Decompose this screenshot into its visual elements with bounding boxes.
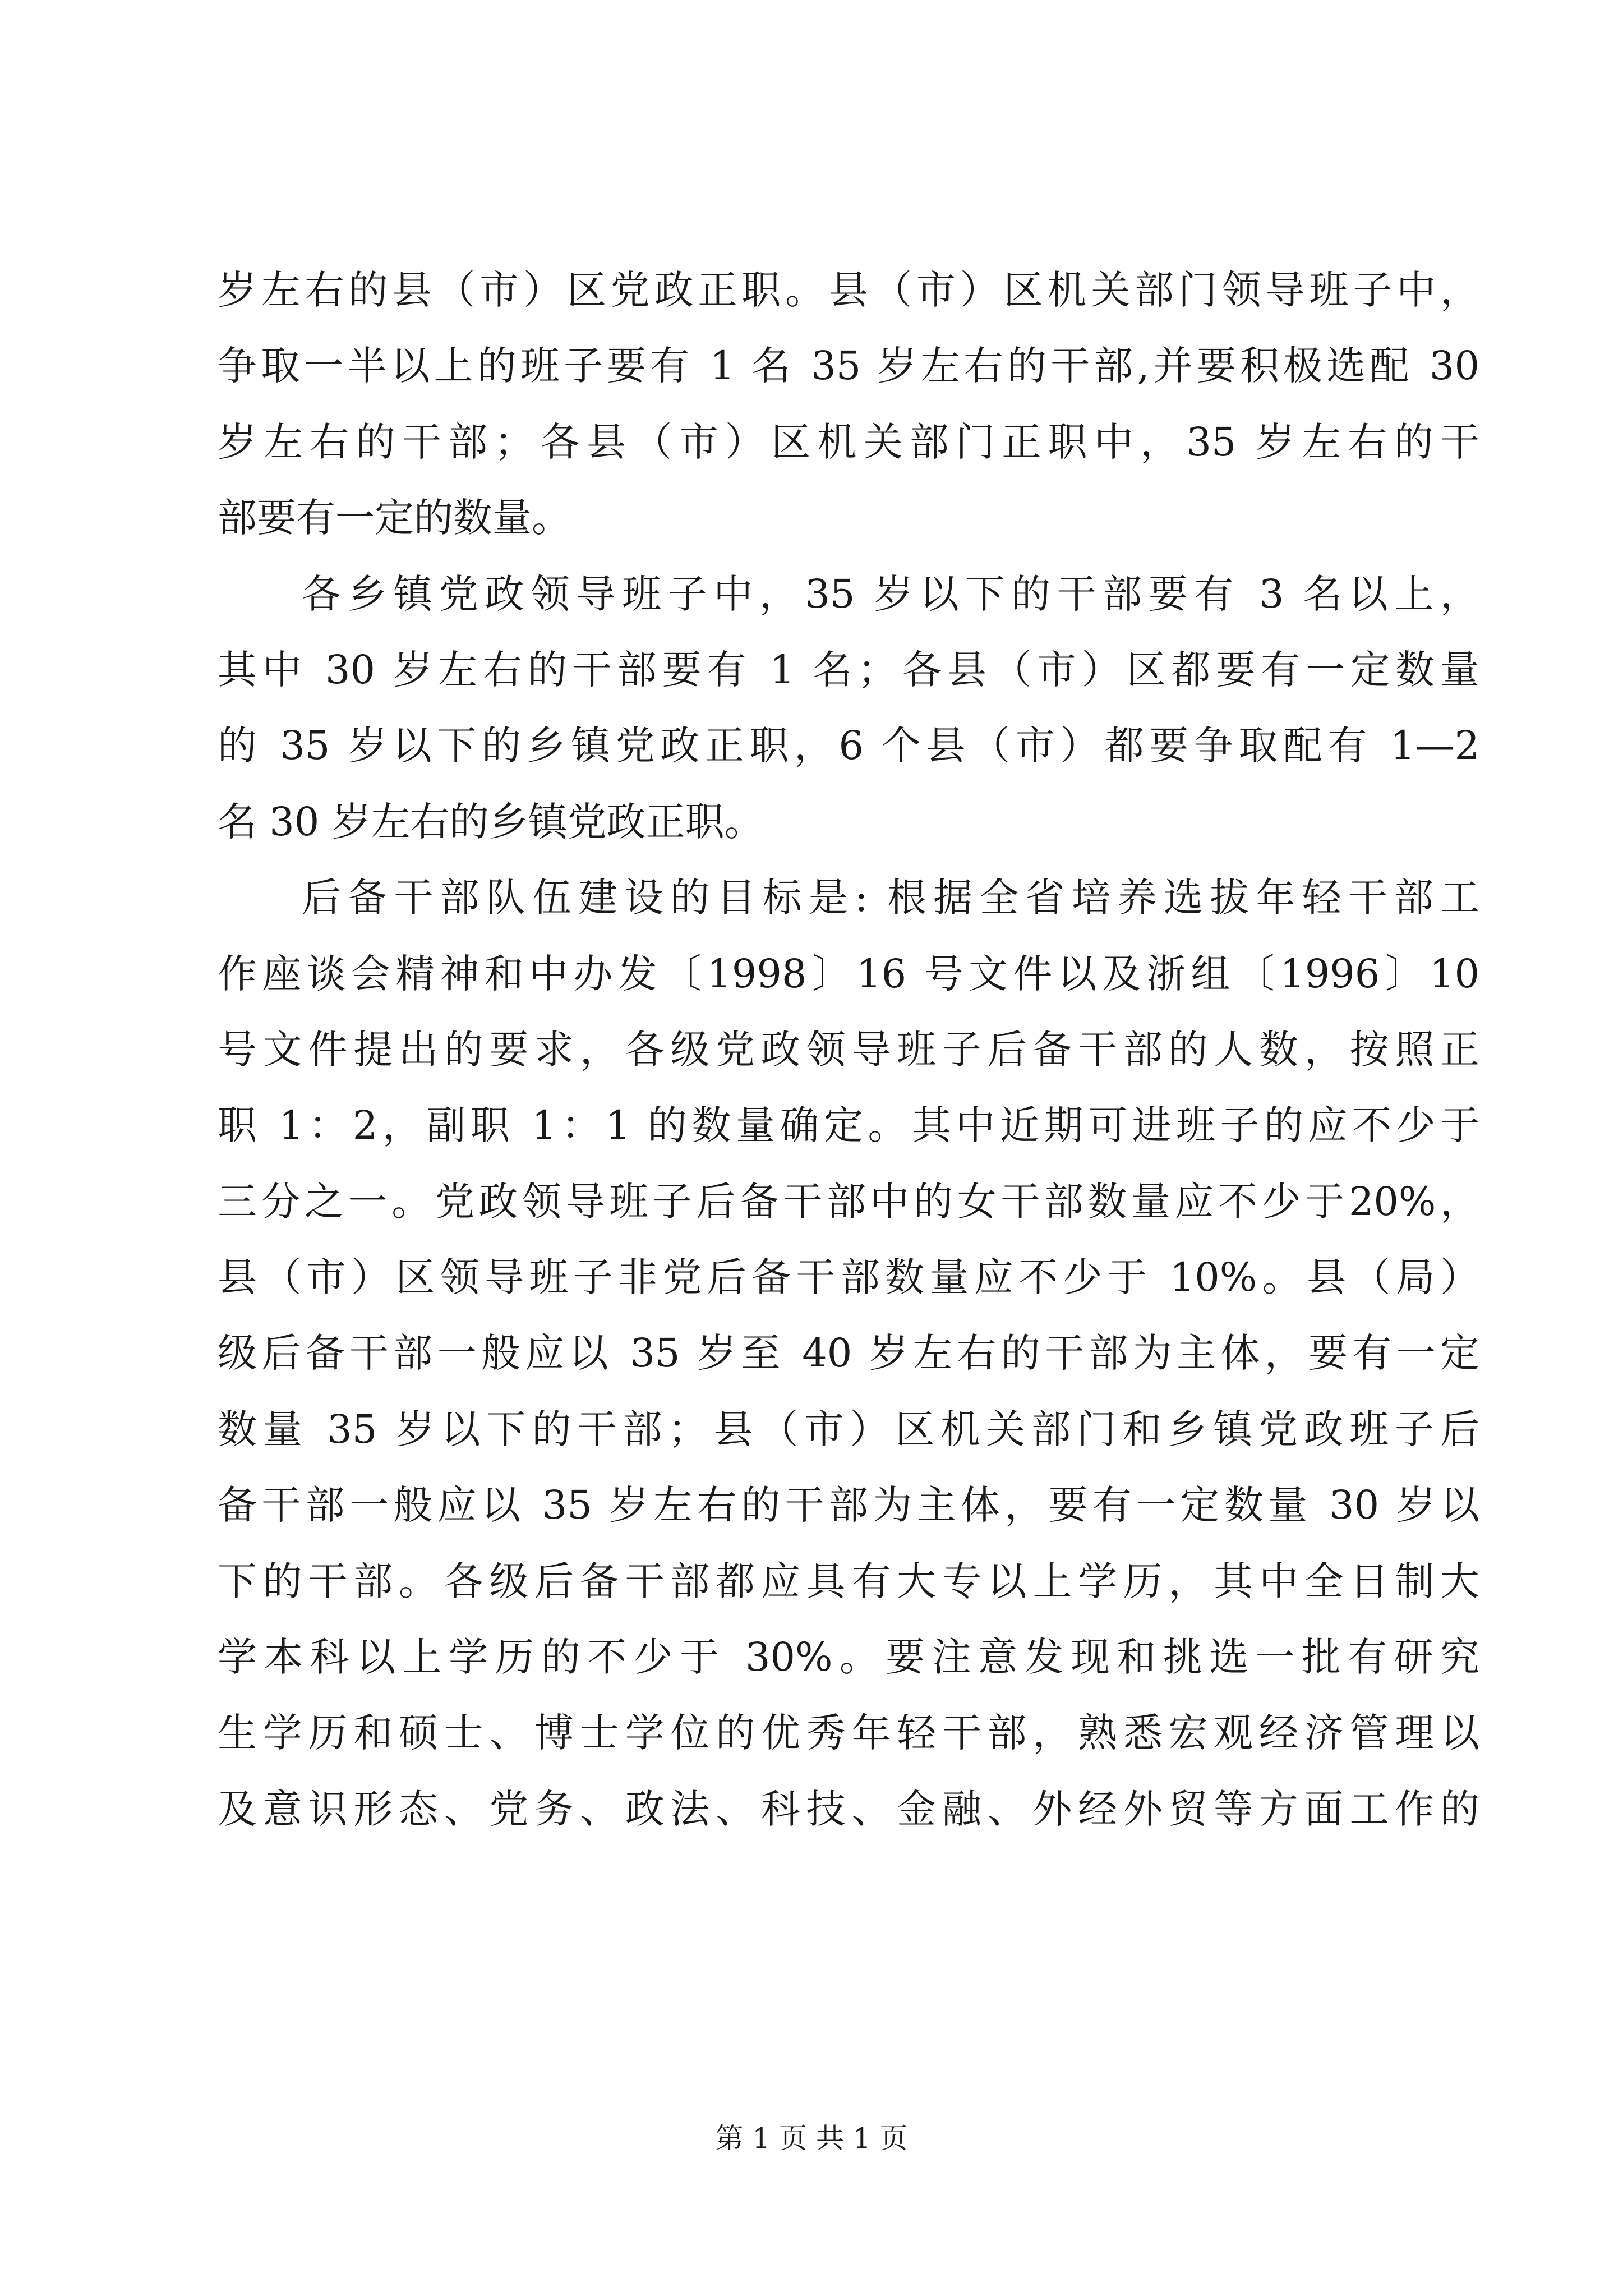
text-line: 及意识形态、党务、政法、科技、金融、外经外贸等方面工作的 — [218, 1786, 1479, 1832]
text-line: 生学历和硕士、博士学位的优秀年轻干部，熟悉宏观经济管理以 — [218, 1710, 1479, 1756]
text-line: 三分之一。党政领导班子后备干部中的女干部数量应不少于20%， — [218, 1178, 1479, 1225]
text-line: 其中 30 岁左右的干部要有 1 名；各县（市）区都要有一定数量 — [218, 646, 1479, 693]
text-line: 下的干部。各级后备干部都应具有大专以上学历，其中全日制大 — [218, 1558, 1479, 1604]
document-body — [218, 252, 1479, 1847]
text-line: 岁左右的干部；各县（市）区机关部门正职中，35 岁左右的干 — [218, 418, 1479, 465]
text-line: 各乡镇党政领导班子中，35 岁以下的干部要有 3 名以上， — [302, 570, 1479, 617]
text-line: 级后备干部一般应以 35 岁至 40 岁左右的干部为主体，要有一定 — [218, 1330, 1479, 1377]
text-line: 职 1：2，副职 1：1 的数量确定。其中近期可进班子的应不少于 — [218, 1102, 1479, 1149]
text-line: 号文件提出的要求，各级党政领导班子后备干部的人数，按照正 — [218, 1026, 1479, 1073]
text-line: 后备干部队伍建设的目标是: 根据全省培养选拔年轻干部工 — [302, 875, 1479, 921]
text-line: 名 30 岁左右的乡镇党政正职。 — [218, 798, 764, 845]
text-line: 岁左右的县（市）区党政正职。县（市）区机关部门领导班子中， — [218, 267, 1479, 313]
text-line: 学本科以上学历的不少于 30%。要注意发现和挑选一批有研究 — [218, 1634, 1479, 1681]
text-line: 数量 35 岁以下的干部；县（市）区机关部门和乡镇党政班子后 — [218, 1406, 1479, 1452]
page-footer: 第 1 页 共 1 页 — [715, 2122, 908, 2155]
text-line: 备干部一般应以 35 岁左右的干部为主体，要有一定数量 30 岁以 — [218, 1482, 1479, 1529]
text-line: 作座谈会精神和中办发〔1998〕16 号文件以及浙组〔1996〕10 — [218, 950, 1479, 997]
text-line: 县（市）区领导班子非党后备干部数量应不少于 10%。县（局） — [218, 1254, 1479, 1301]
text-line: 的 35 岁以下的乡镇党政正职，6 个县（市）都要争取配有 1—2 — [218, 723, 1479, 769]
text-line: 争取一半以上的班子要有 1 名 35 岁左右的干部,并要积极选配 30 — [218, 343, 1479, 389]
text-line: 部要有一定的数量。 — [218, 495, 571, 541]
